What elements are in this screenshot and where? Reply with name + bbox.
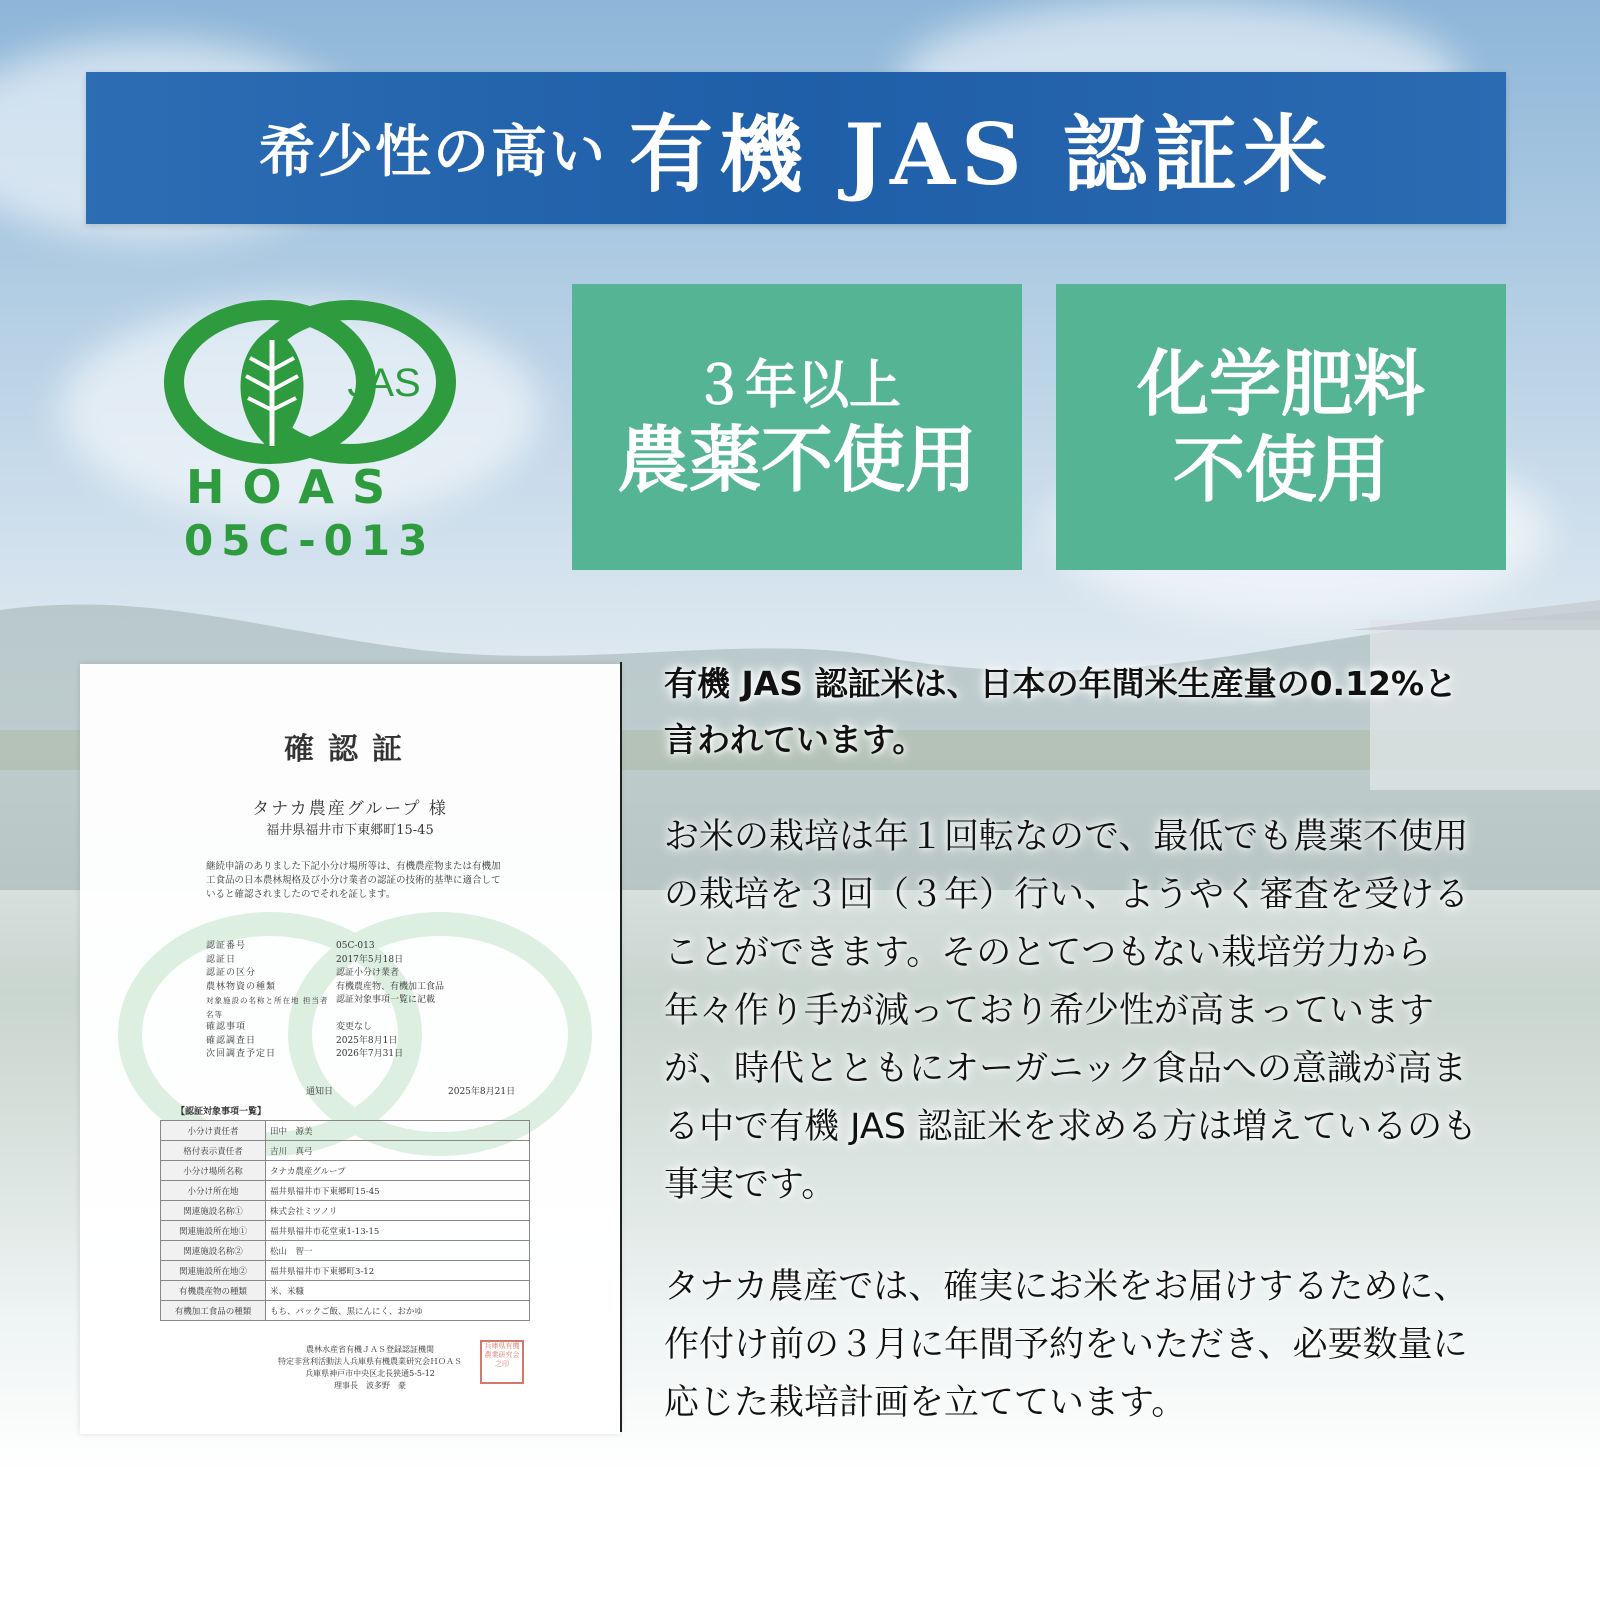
certificate-body: 継続申請のありました下記小分け場所等は、有機農産物または有機加工食品の日本農林規格及び小分け業者の認証の技術的基準に適合していると確認されましたのでそれを証します。 [206,861,501,900]
field-row [206,954,526,968]
table-row [161,1161,530,1181]
lead-statement: 有機 JAS 認証米は、日本の年間米生産量の0.12%と言われています。 [664,664,1458,759]
badge-no-chemical-fertilizer [1056,284,1506,570]
notice-date: 2025年8月21日 [448,1087,516,1097]
footer-line: 特定非営利活動法人兵庫県有機農業研究会ＨＯＡＳ [278,1357,462,1366]
table-row [161,1281,530,1301]
banner-title: 有機 JAS 認証米 [628,104,1334,204]
field-key: 農林物資の種類 [206,981,277,992]
field-value: 2026年7月31日 [336,1049,404,1059]
field-key: 認証日 [206,954,237,965]
field-key: 対象施設の名称と所在地 担当者名等 [206,996,329,1019]
table-value: 田中 源美 [266,1121,530,1141]
field-row [206,1021,526,1035]
field-value: 有機農産物、有機加工食品 [336,981,445,992]
certificate-fields [206,940,526,1062]
footer-line: 農林水産省有機ＪＡＳ登録認証機関 [306,1345,434,1354]
logo-code: 05C-013 [184,516,436,565]
table-value: 米、米糠 [266,1281,530,1301]
field-value: 05C-013 [336,941,375,951]
table-key: 格付表示責任者 [161,1141,266,1161]
field-row [206,981,526,995]
field-key: 認証番号 [206,941,247,951]
table-row [161,1121,530,1141]
table-key: 関連施設名称① [161,1201,266,1221]
field-row [206,967,526,981]
footer-line: 理事長 波多野 豪 [334,1381,406,1390]
table-key: 小分け場所名称 [161,1161,266,1181]
notice-label: 通知日 [306,1087,334,1097]
seal-stamp-icon: 兵庫県有機農業研究会之印 [480,1340,524,1384]
table-key: 小分け所在地 [161,1181,266,1201]
table-value: 松山 智一 [266,1241,530,1261]
table-value: 吉川 真弓 [266,1141,530,1161]
table-row [161,1221,530,1241]
field-row [206,1048,526,1062]
list-title: 【認証対象事項一覧】 [176,1107,267,1117]
field-key: 次回調査予定日 [206,1049,277,1059]
table-value: 福井県福井市下東郷町15-45 [266,1181,530,1201]
certificate-title: 確認証 [284,732,416,767]
table-row [161,1141,530,1161]
paragraph-cultivation: お米の栽培は年１回転なので、最低でも農薬不使用の栽培を３回（３年）行い、ようやく審査を受けることができます。そのとてつもない栽培労力から年々作り手が減っており希少性が高まっていますが、時代とともにオーガニック食品への意識が高まる中で有機 JAS 認証米を求める方は増えているのも事実です。 [664,817,1478,1205]
field-value: 認証対象事項一覧に記載 [336,995,436,1005]
field-value: 認証小分け業者 [336,968,400,978]
table-value: タナカ農産グループ [266,1161,530,1181]
paragraph-reservation: タナカ農産では、確実にお米をお届けするために、作付け前の３月に年間予約をいただき、必要数量に応じた栽培計画を立てています。 [664,1267,1469,1423]
logo-org: HOAS [186,460,404,514]
badge-no-pesticide [572,284,1022,570]
field-key: 確認調査日 [206,1035,257,1046]
field-key: 確認事項 [206,1022,247,1032]
table-row [161,1201,530,1221]
banner-subtitle: 希少性の高い [258,119,607,185]
field-row [206,1035,526,1049]
certification-table [160,1120,530,1321]
table-key: 関連施設所在地① [161,1221,266,1241]
badge-line2: 不使用 [1172,428,1389,512]
description-column [664,656,1484,1476]
field-row [206,940,526,954]
badge-line1: ３年以上 [692,356,901,416]
title-banner [86,72,1506,224]
table-key: 小分け責任者 [161,1121,266,1141]
badge-line1: 化学肥料 [1136,342,1425,426]
field-value: 変更なし [336,1022,373,1032]
field-row [206,994,526,1021]
certificate-addressee: タナカ農産グループ 様 [252,799,448,819]
certificate-footer [250,1344,490,1392]
field-value: 2017年5月18日 [336,954,404,965]
table-value: もち、パックご飯、黒にんにく、おかゆ [266,1301,530,1321]
table-key: 有機農産物の種類 [161,1281,266,1301]
table-row [161,1241,530,1261]
badge-line2: 農薬不使用 [616,418,977,502]
table-key: 有機加工食品の種類 [161,1301,266,1321]
table-key: 関連施設名称② [161,1241,266,1261]
column-divider [620,662,622,1432]
field-key: 認証の区分 [206,968,257,978]
footer-line: 兵庫県神戸市中央区北長狭通5-5-12 [305,1369,435,1378]
certificate-document [80,664,620,1434]
table-value: 福井県福井市下東郷町3-12 [266,1261,530,1281]
table-row [161,1301,530,1321]
table-row [161,1181,530,1201]
table-key: 関連施設所在地② [161,1261,266,1281]
field-value: 2025年8月1日 [336,1035,398,1046]
certificate-address: 福井県福井市下東郷町15-45 [266,823,434,838]
logo-mark-text: JAS [347,361,421,405]
table-value: 福井県福井市花堂東1-13-15 [266,1221,530,1241]
table-row [161,1261,530,1281]
table-value: 株式会社ミツノリ [266,1201,530,1221]
